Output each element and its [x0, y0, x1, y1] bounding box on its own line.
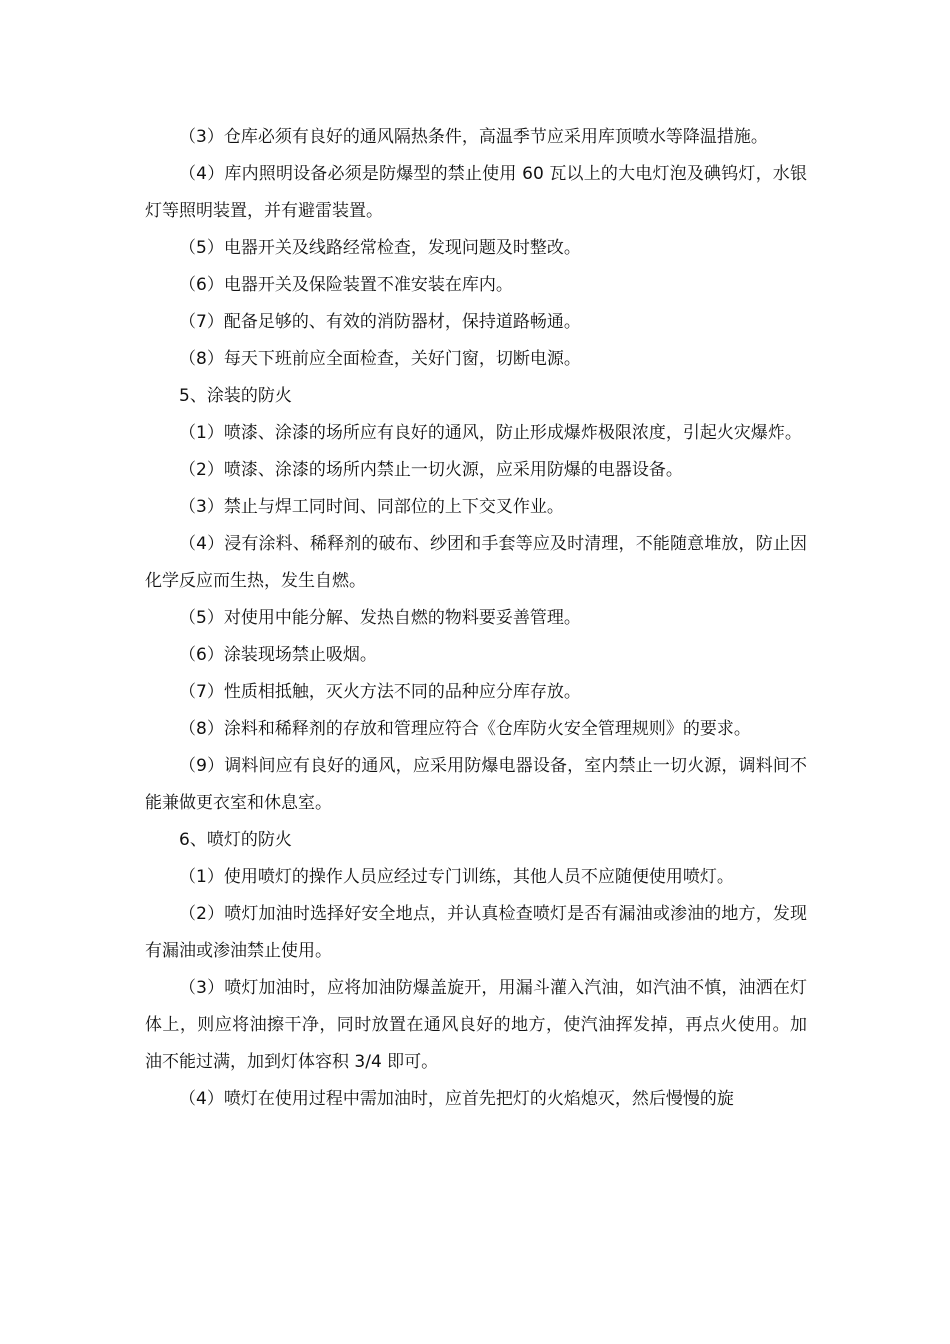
paragraph-material-management: （5）对使用中能分解、发热自燃的物料要妥善管理。 [179, 608, 581, 628]
paragraph-daily-check: （8）每天下班前应全面检查，关好门窗，切断电源。 [179, 349, 581, 369]
paragraph-no-smoking: （6）涂装现场禁止吸烟。 [179, 645, 377, 665]
paragraph-refuel-location: （2）喷灯加油时选择好安全地点，并认真检查喷灯是否有漏油或渗油的地方，发现有漏油或渗油禁止使用。 [145, 904, 807, 961]
paragraph-refuel-during-use: （4）喷灯在使用过程中需加油时，应首先把灯的火焰熄灭，然后慢慢的旋 [179, 1089, 734, 1109]
paragraph-refuel-procedure: （3）喷灯加油时，应将加油防爆盖旋开，用漏斗灌入汽油，如汽油不慎，油洒在灯体上，则应将油擦干净，同时放置在通风良好的地方，使汽油挥发掉，再点火使用。加油不能过满，加到灯体容积 3/4 即可。 [145, 978, 807, 1072]
paragraph-switch-inspection: （5）电器开关及线路经常检查，发现问题及时整改。 [179, 238, 581, 258]
paragraph-switch-installation: （6）电器开关及保险装置不准安装在库内。 [179, 275, 513, 295]
section-heading-coating: 5、涂装的防火 [179, 386, 292, 406]
paragraph-storage-rules: （8）涂料和稀释剂的存放和管理应符合《仓库防火安全管理规则》的要求。 [179, 719, 751, 739]
paragraph-warehouse-lighting: （4）库内照明设备必须是防爆型的禁止使用 60 瓦以上的大电灯泡及碘钨灯，水银灯等照明装置，并有避雷装置。 [145, 164, 807, 221]
paragraph-rag-cleanup: （4）浸有涂料、稀释剂的破布、纱团和手套等应及时清理，不能随意堆放，防止因化学反应而生热，发生自燃。 [145, 534, 807, 591]
paragraph-fire-equipment: （7）配备足够的、有效的消防器材，保持道路畅通。 [179, 312, 581, 332]
document-body [145, 119, 807, 1118]
paragraph-coating-ventilation: （1）喷漆、涂漆的场所应有良好的通风，防止形成爆炸极限浓度，引起火灾爆炸。 [179, 423, 802, 443]
paragraph-trained-operators: （1）使用喷灯的操作人员应经过专门训练，其他人员不应随便使用喷灯。 [179, 867, 734, 887]
paragraph-separate-storage: （7）性质相抵触，灭火方法不同的品种应分库存放。 [179, 682, 581, 702]
paragraph-coating-no-fire: （2）喷漆、涂漆的场所内禁止一切火源，应采用防爆的电器设备。 [179, 460, 683, 480]
paragraph-warehouse-ventilation: （3）仓库必须有良好的通风隔热条件，高温季节应采用库顶喷水等降温措施。 [179, 127, 768, 147]
section-heading-blowtorch: 6、喷灯的防火 [179, 830, 292, 850]
paragraph-no-cross-work: （3）禁止与焊工同时间、同部位的上下交叉作业。 [179, 497, 564, 517]
paragraph-mixing-room: （9）调料间应有良好的通风，应采用防爆电器设备，室内禁止一切火源，调料间不能兼做更衣室和休息室。 [145, 756, 807, 813]
